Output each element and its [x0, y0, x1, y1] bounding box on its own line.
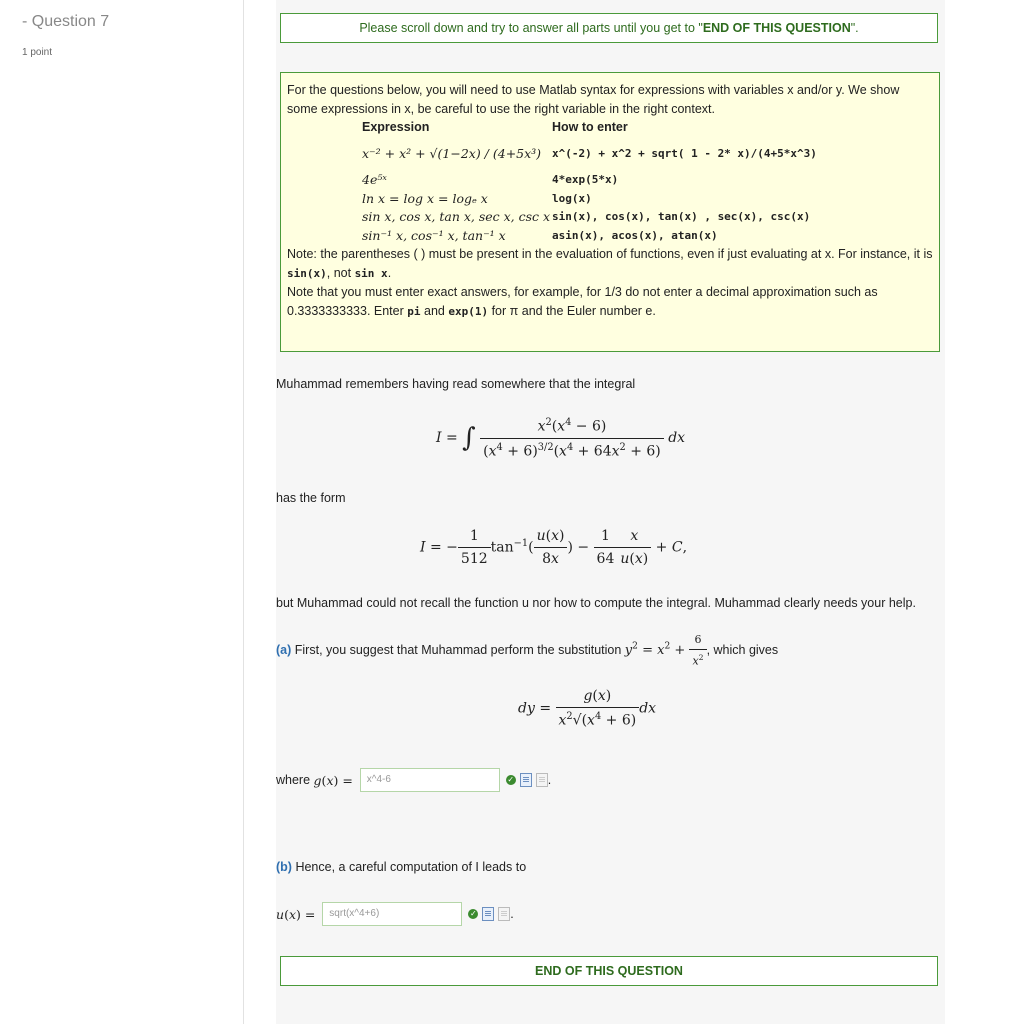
syntax-header-how: How to enter — [552, 120, 628, 135]
syntax-code-0: x^(-2) + x^2 + sqrt( 1 - 2* x)/(4+5*x^3) — [552, 146, 817, 160]
scroll-notice — [280, 13, 938, 43]
part-b-line — [276, 860, 526, 874]
note2-text-a: Note that you must enter exact answers, for example, for 1/3 do not enter a decimal approximation such as 0.3333333333. Enter — [287, 285, 878, 318]
part-b-text: Hence, a careful computation of I leads to — [295, 860, 527, 874]
antiderivative-form: I = − $\frac{1}{512}$ $\tan^{-1}$( $\frac{u(x)}{8x}$ ) − $\frac{1}{64}$ $\frac{x}{u(x)}$ + C, — [420, 528, 688, 567]
syntax-expr-3: sin x, cos x, tan x, sec x, csc x — [362, 209, 551, 224]
dy-equation: dy = $\frac{g(x)}{x^2√(x^4 + 6)}$ dx — [518, 688, 657, 729]
has-form-text: has the form — [276, 491, 346, 505]
syntax-expr-1: 4e⁵ˣ — [362, 172, 387, 187]
syntax-expr-4: sin⁻¹ x, cos⁻¹ x, tan⁻¹ x — [362, 227, 506, 243]
syntax-code-3: sin(x), cos(x), tan(x) , sec(x), csc(x) — [552, 210, 811, 223]
g-input-field[interactable]: x^4-6 — [360, 768, 500, 792]
note2-code-2: exp(1) — [448, 304, 489, 318]
syntax-code-4: asin(x), acos(x), atan(x) — [552, 228, 718, 242]
syntax-code-1: 4*exp(5*x) — [552, 173, 619, 186]
scroll-notice-suffix: ". — [850, 21, 859, 35]
syntax-intro: For the questions below, you will need to use Matlab syntax for expressions with variables x and/or y. We show some expressions in x, be careful to use the right variable in the right context. — [287, 83, 900, 116]
end-of-question-text: END OF THIS QUESTION — [535, 964, 683, 978]
correct-check-icon: ✓ — [469, 909, 477, 918]
note1-code-1: sin(x) — [287, 266, 327, 280]
u-input-field[interactable]: sqrt(x^4+6) — [322, 902, 462, 926]
part-a-label: (a) — [276, 643, 292, 658]
syntax-note-exact — [287, 283, 933, 321]
note1-text-b: , not — [326, 265, 352, 280]
g-answer-row: where g(x) = x^4-6 ✓ . — [276, 768, 551, 792]
question-content — [276, 0, 945, 1024]
part-a-line: (a) First, you suggest that Muhammad perform the substitution $y^2 = x^2$ + $\frac{6}{x^2}$ , which gives — [276, 633, 779, 668]
question-sidebar — [0, 0, 244, 1024]
blank-document-icon[interactable] — [498, 907, 510, 921]
note1-code-2: sin x — [354, 266, 388, 280]
note1-text-a: Note: the parentheses ( ) must be present in the evaluation of functions, even if just evaluating at x. For instance, it is — [287, 247, 933, 261]
scroll-notice-prefix: Please scroll down and try to answer all parts until you get to " — [359, 21, 703, 35]
integral-equation: I = ∫ $\frac{x^2(x^4 - 6)}{(x^4 + 6)^{3/2}(x^4 + 64x^2 + 6)}$ dx — [436, 417, 686, 460]
where-label: where — [276, 773, 311, 787]
note2-text-b: for π and the Euler number e. — [491, 303, 656, 318]
scroll-notice-bold: END OF THIS QUESTION — [702, 21, 851, 35]
syntax-code-2: log(x) — [552, 191, 592, 205]
u-answer-row: u(x) = sqrt(x^4+6) ✓ . — [276, 902, 514, 926]
end-of-question-notice — [280, 956, 938, 986]
syntax-note-parentheses — [287, 245, 933, 283]
correct-check-icon: ✓ — [507, 775, 515, 784]
blank-document-icon[interactable] — [536, 773, 548, 787]
syntax-expr-0: x⁻² + x² + √(1−2x) / (4+5x³) — [362, 145, 542, 161]
problem-intro: Muhammad remembers having read somewhere that the integral — [276, 377, 636, 391]
preview-document-icon[interactable] — [520, 773, 532, 787]
syntax-header-expression: Expression — [362, 120, 430, 135]
note2-and: and — [424, 303, 445, 318]
part-a-tail: , which gives — [706, 643, 779, 658]
preview-document-icon[interactable] — [482, 907, 494, 921]
recall-text: but Muhammad could not recall the function u nor how to compute the integral. Muhammad clearly needs your help. — [276, 596, 916, 610]
note2-code-1: pi — [407, 304, 421, 318]
syntax-table — [362, 118, 817, 245]
question-title: - Question 7 — [22, 13, 110, 30]
syntax-expr-2: ln x = log x = logₑ x — [362, 190, 488, 206]
note1-text-c: . — [387, 265, 392, 280]
syntax-help-box — [280, 72, 940, 352]
part-a-text: First, you suggest that Muhammad perform the substitution — [294, 643, 622, 658]
part-b-label: (b) — [276, 860, 292, 874]
question-points: 1 point — [22, 47, 53, 58]
